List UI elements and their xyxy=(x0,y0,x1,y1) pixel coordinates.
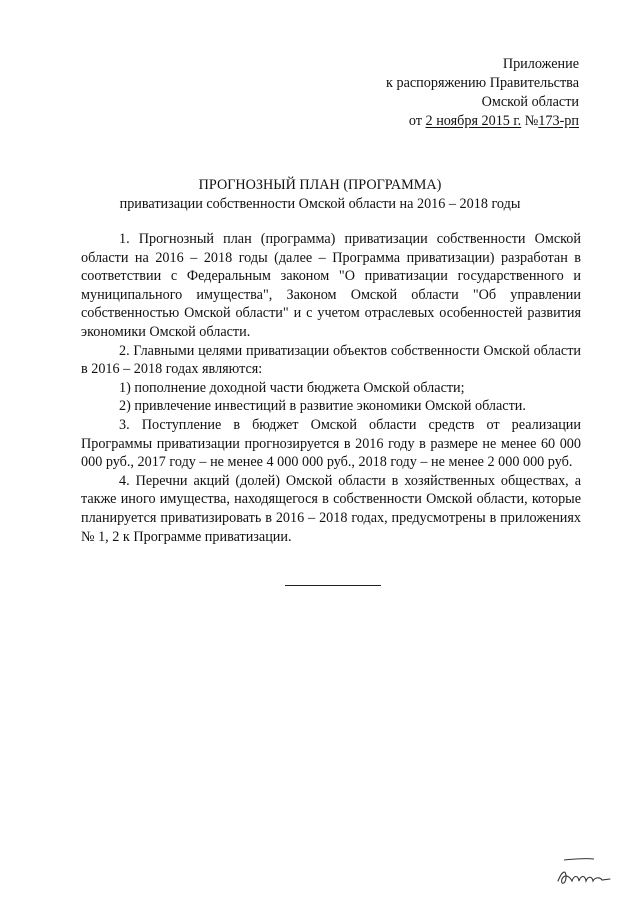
paragraph-2-item-2: 2) привлечение инвестиций в развитие экономики Омской области. xyxy=(119,398,526,415)
paragraph-1: 1. Прогнозный план (программа) приватизации собственности Омской области на 2016 – 2018 годы (далее – Программа приватизации) разработан в соответствии с Федеральным законом "О приватизации государственного и муниципального имущества", Законом Омской области "Об управлении собственностью Омской области" и с учетом отраслевых особенностей развития экономики Омской области. xyxy=(81,231,581,340)
order-date: 2 ноября 2015 г. xyxy=(425,113,522,129)
title-subheading: приватизации собственности Омской области на 2016 – 2018 годы xyxy=(119,196,521,212)
end-separator-line xyxy=(285,585,381,586)
appendix-order-reference: к распоряжению Правительства xyxy=(386,75,579,91)
paragraph-3: 3. Поступление в бюджет Омской области средств от реализации Программы приватизации прогнозируется в 2016 году в размере не менее 60 000 000 руб., 2017 году – не менее 4 000 000 руб., 2018 году – не менее 2 000 000 руб. xyxy=(81,416,581,471)
handwritten-signature xyxy=(548,851,618,895)
number-prefix: № xyxy=(524,113,539,129)
paragraph-2: 2. Главными целями приватизации объектов собственности Омской области в 2016 – 2018 годах являются: xyxy=(81,342,581,378)
document-title xyxy=(0,176,640,214)
paragraph-4: 4. Перечни акций (долей) Омской области в хозяйственных обществах, а также иного имущества, находящегося в собственности Омской области, которые планируется приватизировать в 2016 – 2018 годах, предусмотрены в приложениях № 1, 2 к Программе приватизации. xyxy=(81,472,581,545)
date-prefix: от xyxy=(408,113,422,129)
paragraph-2-item-1: 1) пополнение доходной части бюджета Омской области; xyxy=(119,379,465,396)
appendix-label: Приложение xyxy=(502,56,579,72)
document-body xyxy=(81,230,581,546)
appendix-date-number xyxy=(386,112,579,131)
appendix-region: Омской области xyxy=(481,94,579,110)
order-number: 173-рп xyxy=(538,113,579,129)
appendix-header xyxy=(386,55,579,131)
title-heading: ПРОГНОЗНЫЙ ПЛАН (ПРОГРАММА) xyxy=(198,177,442,193)
